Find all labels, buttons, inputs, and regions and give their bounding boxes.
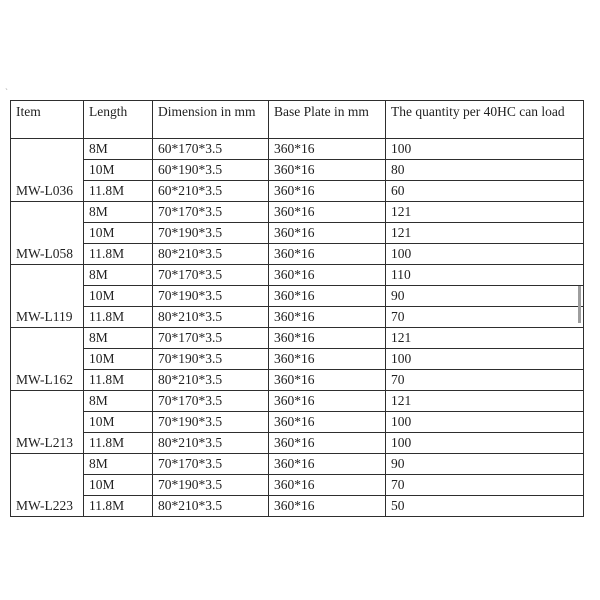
quantity-cell: 100 — [386, 433, 584, 454]
length-cell: 8M — [84, 265, 153, 286]
table-row — [11, 391, 584, 412]
item-cell: MW-L213 — [11, 391, 84, 454]
quantity-cell: 121 — [386, 223, 584, 244]
dimension-cell: 70*170*3.5 — [153, 265, 269, 286]
length-cell: 11.8M — [84, 433, 153, 454]
base-plate-cell: 360*16 — [269, 433, 386, 454]
quantity-cell: 90 — [386, 286, 584, 307]
item-cell: MW-L119 — [11, 265, 84, 328]
quantity-cell: 121 — [386, 202, 584, 223]
table-row — [11, 454, 584, 475]
base-plate-cell: 360*16 — [269, 475, 386, 496]
quantity-cell: 100 — [386, 139, 584, 160]
header-cell: Length — [84, 101, 153, 139]
header-row — [11, 101, 584, 139]
table-row — [11, 286, 584, 307]
length-cell: 8M — [84, 202, 153, 223]
dimension-cell: 70*190*3.5 — [153, 223, 269, 244]
base-plate-cell: 360*16 — [269, 160, 386, 181]
quantity-cell: 50 — [386, 496, 584, 517]
base-plate-cell: 360*16 — [269, 139, 386, 160]
table-row — [11, 349, 584, 370]
table-header — [11, 101, 584, 139]
table-row — [11, 412, 584, 433]
quantity-cell: 60 — [386, 181, 584, 202]
dimension-cell: 80*210*3.5 — [153, 307, 269, 328]
length-cell: 11.8M — [84, 370, 153, 391]
dimension-cell: 70*190*3.5 — [153, 475, 269, 496]
quantity-cell: 90 — [386, 454, 584, 475]
base-plate-cell: 360*16 — [269, 202, 386, 223]
length-cell: 8M — [84, 139, 153, 160]
table-body — [11, 139, 584, 517]
length-cell: 10M — [84, 412, 153, 433]
base-plate-cell: 360*16 — [269, 265, 386, 286]
length-cell: 10M — [84, 286, 153, 307]
base-plate-cell: 360*16 — [269, 454, 386, 475]
table-row — [11, 370, 584, 391]
dimension-cell: 70*190*3.5 — [153, 349, 269, 370]
dimension-cell: 80*210*3.5 — [153, 433, 269, 454]
quantity-cell: 80 — [386, 160, 584, 181]
quantity-cell: 121 — [386, 391, 584, 412]
dimension-cell: 70*170*3.5 — [153, 391, 269, 412]
length-cell: 11.8M — [84, 181, 153, 202]
quantity-cell: 110 — [386, 265, 584, 286]
base-plate-cell: 360*16 — [269, 496, 386, 517]
table-row — [11, 433, 584, 454]
dimension-cell: 60*190*3.5 — [153, 160, 269, 181]
quantity-cell: 100 — [386, 244, 584, 265]
length-cell: 10M — [84, 475, 153, 496]
length-cell: 10M — [84, 160, 153, 181]
dimension-cell: 60*170*3.5 — [153, 139, 269, 160]
table-row — [11, 139, 584, 160]
length-cell: 11.8M — [84, 244, 153, 265]
table-row — [11, 244, 584, 265]
length-cell: 10M — [84, 223, 153, 244]
table-row — [11, 202, 584, 223]
dimension-cell: 80*210*3.5 — [153, 244, 269, 265]
length-cell: 8M — [84, 328, 153, 349]
dimension-cell: 80*210*3.5 — [153, 370, 269, 391]
base-plate-cell: 360*16 — [269, 412, 386, 433]
table-row — [11, 223, 584, 244]
quantity-cell: 100 — [386, 412, 584, 433]
base-plate-cell: 360*16 — [269, 223, 386, 244]
dimension-cell: 70*170*3.5 — [153, 328, 269, 349]
table-row — [11, 496, 584, 517]
base-plate-cell: 360*16 — [269, 286, 386, 307]
base-plate-cell: 360*16 — [269, 370, 386, 391]
table-row — [11, 181, 584, 202]
length-cell: 8M — [84, 391, 153, 412]
base-plate-cell: 360*16 — [269, 181, 386, 202]
item-cell: MW-L162 — [11, 328, 84, 391]
product-spec-table — [10, 100, 584, 517]
quantity-cell: 121 — [386, 328, 584, 349]
scrollbar-fragment — [578, 286, 581, 323]
base-plate-cell: 360*16 — [269, 349, 386, 370]
length-cell: 11.8M — [84, 307, 153, 328]
dimension-cell: 70*190*3.5 — [153, 412, 269, 433]
stray-mark: ` — [5, 87, 8, 97]
table-row — [11, 307, 584, 328]
base-plate-cell: 360*16 — [269, 328, 386, 349]
dimension-cell: 70*170*3.5 — [153, 454, 269, 475]
length-cell: 10M — [84, 349, 153, 370]
base-plate-cell: 360*16 — [269, 307, 386, 328]
base-plate-cell: 360*16 — [269, 391, 386, 412]
quantity-cell: 70 — [386, 475, 584, 496]
header-cell: Item — [11, 101, 84, 139]
dimension-cell: 80*210*3.5 — [153, 496, 269, 517]
base-plate-cell: 360*16 — [269, 244, 386, 265]
table-row — [11, 328, 584, 349]
table-row — [11, 265, 584, 286]
length-cell: 8M — [84, 454, 153, 475]
header-cell: Dimension in mm — [153, 101, 269, 139]
header-cell: The quantity per 40HC can load — [386, 101, 584, 139]
dimension-cell: 70*190*3.5 — [153, 286, 269, 307]
header-cell: Base Plate in mm — [269, 101, 386, 139]
item-cell: MW-L036 — [11, 139, 84, 202]
length-cell: 11.8M — [84, 496, 153, 517]
item-cell: MW-L223 — [11, 454, 84, 517]
table-row — [11, 475, 584, 496]
table-row — [11, 160, 584, 181]
quantity-cell: 100 — [386, 349, 584, 370]
item-cell: MW-L058 — [11, 202, 84, 265]
dimension-cell: 60*210*3.5 — [153, 181, 269, 202]
quantity-cell: 70 — [386, 307, 584, 328]
dimension-cell: 70*170*3.5 — [153, 202, 269, 223]
quantity-cell: 70 — [386, 370, 584, 391]
